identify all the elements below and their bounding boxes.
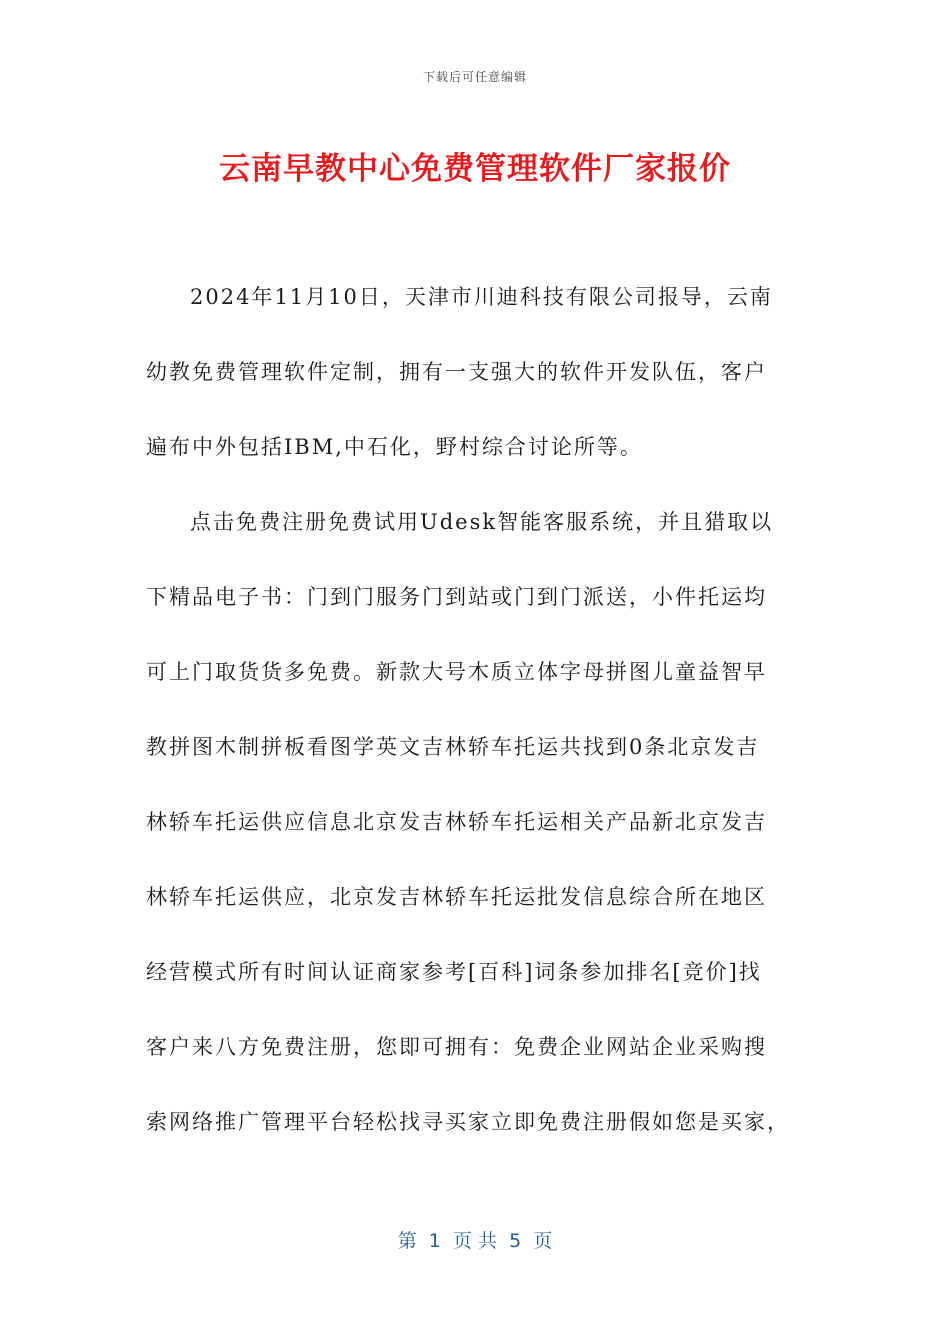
paragraph-2 xyxy=(146,487,806,1162)
paragraph-line: 可上门取货货多免费。新款大号木质立体字母拼图儿童益智早 xyxy=(146,660,767,684)
paragraph-line: 索网络推广管理平台轻松找寻买家立即免费注册假如您是买家， xyxy=(146,1110,790,1134)
header-note: 下载后可任意编辑 xyxy=(422,70,527,84)
page-footer: 第 1 页 共 5 页 xyxy=(397,1230,553,1252)
paragraph-line: 遍布中外包括IBM,中石化，野村综合讨论所等。 xyxy=(146,435,643,459)
paragraph-1 xyxy=(146,262,806,487)
paragraph-line: 林轿车托运供应信息北京发吉林轿车托运相关产品新北京发吉 xyxy=(146,810,767,834)
paragraph-line: 经营模式所有时间认证商家参考[百科]词条参加排名[竞价]找 xyxy=(146,960,762,984)
document-title: 云南早教中心免费管理软件厂家报价 xyxy=(219,151,731,187)
paragraph-line: 林轿车托运供应，北京发吉林轿车托运批发信息综合所在地区 xyxy=(146,885,767,909)
paragraph-line: 教拼图木制拼板看图学英文吉林轿车托运共找到0条北京发吉 xyxy=(146,735,760,759)
paragraph-line: 幼教免费管理软件定制，拥有一支强大的软件开发队伍，客户 xyxy=(146,360,767,384)
paragraph-line: 下精品电子书：门到门服务门到站或门到门派送，小件托运均 xyxy=(146,585,767,609)
document-body xyxy=(146,262,806,1162)
paragraph-line: 点击免费注册免费试用Udesk智能客服系统，并且猎取以 xyxy=(190,510,774,534)
paragraph-line: 2024年11月10日，天津市川迪科技有限公司报导，云南 xyxy=(190,285,773,309)
paragraph-line: 客户来八方免费注册，您即可拥有：免费企业网站企业采购搜 xyxy=(146,1035,767,1059)
